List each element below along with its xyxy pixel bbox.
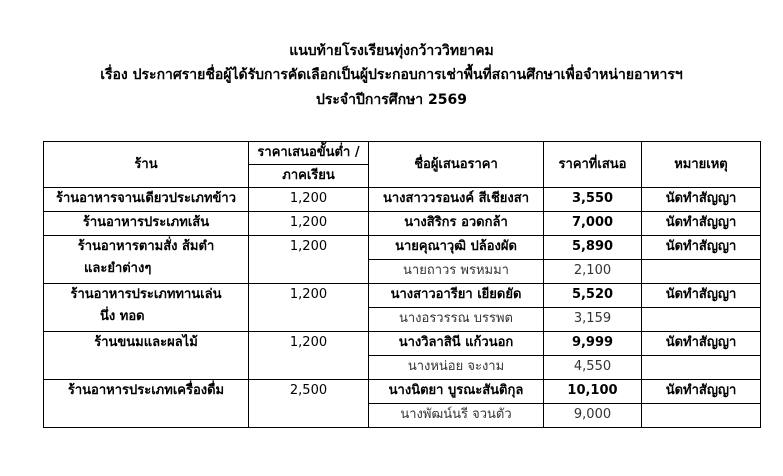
bidder-name: นางหน่อย จะงาม [369, 356, 544, 380]
bidder-name: นางสาววรอนงค์ สีเชียงสา [369, 188, 544, 212]
offer-price: 3,550 [544, 188, 642, 212]
table-row [44, 332, 761, 356]
col-header-min-price: ราคาเสนอขั้นต่ำ / [249, 142, 369, 165]
shop-name-line2: นึ่ง ทอด [100, 309, 145, 324]
doc-subject: เรื่อง ประกาศรายชื่อผู้ได้รับการคัดเลือกเป็นผู้ประกอบการเช่าพื้นที่สถานศึกษาเพื่อจำหน่ายอาหารฯ [100, 67, 683, 83]
note: นัดทำสัญญา [642, 212, 761, 236]
bidder-name: นายถาวร พรหมมา [369, 260, 544, 284]
shop-name: ร้านอาหารประเภทเส้น [44, 212, 249, 236]
min-price: 1,200 [249, 284, 369, 332]
academic-year: ประจำปีการศึกษา 2569 [315, 92, 468, 108]
note: นัดทำสัญญา [642, 380, 761, 404]
note: นัดทำสัญญา [642, 332, 761, 356]
col-header-bidder: ชื่อผู้เสนอราคา [369, 142, 544, 188]
offer-price: 5,520 [544, 284, 642, 308]
bidder-name: นางอรวรรณ บรรพต [369, 308, 544, 332]
col-header-min-price-unit: ภาคเรียน [249, 165, 369, 188]
offer-price: 7,000 [544, 212, 642, 236]
shop-name: ร้านอาหารประเภทเครื่องดื่ม [44, 380, 249, 428]
col-header-offer: ราคาที่เสนอ [544, 142, 642, 188]
offer-price: 5,890 [544, 236, 642, 260]
note: นัดทำสัญญา [642, 284, 761, 308]
offer-price: 2,100 [544, 260, 642, 284]
min-price: 2,500 [249, 380, 369, 428]
shop-name-line1: ร้านอาหารประเภททานเล่น [70, 287, 222, 302]
doc-title: แนบท้ายโรงเรียนทุ่งกว้าววิทยาคม [289, 43, 494, 59]
col-header-shop: ร้าน [44, 142, 249, 188]
min-price: 1,200 [249, 188, 369, 212]
shop-name: ร้านขนมและผลไม้ [44, 332, 249, 380]
results-table [43, 141, 761, 428]
offer-price: 10,100 [544, 380, 642, 404]
bidder-name: นายคุณาวุฒิ ปล้องผัด [369, 236, 544, 260]
table-row [44, 236, 761, 260]
note: นัดทำสัญญา [642, 236, 761, 260]
table-row [44, 212, 761, 236]
bidder-name: นางวิลาสินี แก้วนอก [369, 332, 544, 356]
min-price: 1,200 [249, 236, 369, 284]
offer-price: 3,159 [544, 308, 642, 332]
shop-name-line1: ร้านอาหารตามสั่ง ส้มตำ [77, 239, 215, 254]
table-row [44, 284, 761, 308]
bidder-name: นางสิริกร อวดกล้า [369, 212, 544, 236]
table-header-row [44, 142, 761, 165]
shop-name [44, 284, 249, 332]
note [642, 308, 761, 332]
min-price: 1,200 [249, 332, 369, 380]
offer-price: 9,999 [544, 332, 642, 356]
offer-price: 9,000 [544, 404, 642, 428]
table-row [44, 380, 761, 404]
bidder-name: นางนิตยา บูรณะสันติกุล [369, 380, 544, 404]
bidder-name: นางพัฒน์นรี จวนตัว [369, 404, 544, 428]
table-row [44, 188, 761, 212]
note [642, 260, 761, 284]
offer-price: 4,550 [544, 356, 642, 380]
note: นัดทำสัญญา [642, 188, 761, 212]
shop-name [44, 236, 249, 284]
shop-name-line2: และยำต่างๆ [84, 261, 152, 276]
col-header-note: หมายเหตุ [642, 142, 761, 188]
note [642, 356, 761, 380]
min-price: 1,200 [249, 212, 369, 236]
bidder-name: นางสาวอารียา เยียดยัด [369, 284, 544, 308]
shop-name: ร้านอาหารจานเดียวประเภทข้าว [44, 188, 249, 212]
note [642, 404, 761, 428]
